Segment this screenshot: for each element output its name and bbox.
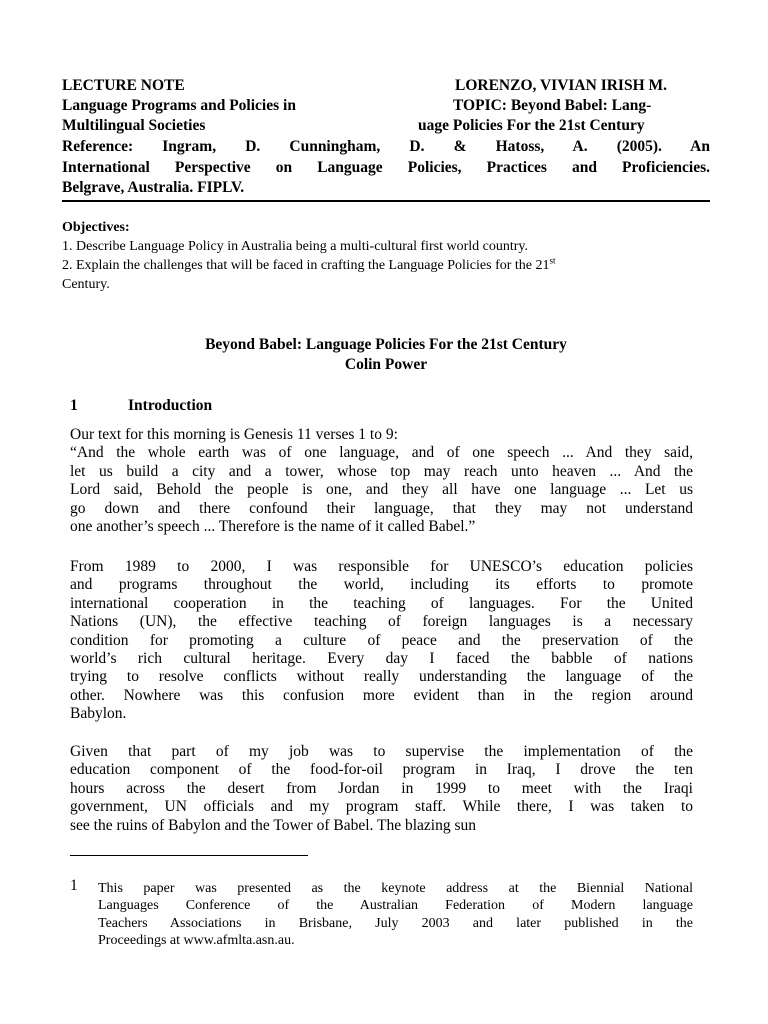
paragraph-line: Babylon. — [70, 705, 127, 723]
paragraph-1 — [70, 426, 693, 536]
footnote-number: 1 — [70, 877, 78, 894]
footnote-line: Teachers Associations in Brisbane, July 2003 and later published in the — [98, 915, 693, 931]
paragraph-line: “And the whole earth was of one language, and of one speech ... And they said, — [70, 444, 693, 462]
header-topic-line-1: TOPIC: Beyond Babel: Lang- — [453, 97, 652, 114]
objective-item-2-continuation: Century. — [62, 277, 110, 292]
header-course-line-2: Multilingual Societies — [62, 117, 206, 134]
reference-line: Belgrave, Australia. FIPLV. — [62, 179, 245, 196]
paragraph-line: and programs throughout the world, including its efforts to promote — [70, 576, 693, 594]
paragraph-2 — [70, 558, 693, 724]
paragraph-line: see the ruins of Babylon and the Tower of Babel. The blazing sun — [70, 816, 476, 834]
reference-line: International Perspective on Language Policies, Practices and Proficiencies. — [62, 158, 710, 176]
reference-block — [62, 137, 710, 199]
paper-title: Beyond Babel: Language Policies For the 21st Century — [205, 336, 567, 353]
header-divider — [62, 200, 710, 202]
paragraph-line: Our text for this morning is Genesis 11 verses 1 to 9: — [70, 426, 398, 443]
footnote-text — [98, 880, 693, 949]
objective-item-2-superscript: st — [549, 255, 556, 266]
footnote-line: Languages Conference of the Australian Federation of Modern language — [98, 898, 693, 914]
objectives-block — [62, 218, 710, 294]
header-lecture-note: LECTURE NOTE — [62, 77, 185, 94]
paragraph-line: trying to resolve conflicts without really understanding the language of the — [70, 668, 693, 686]
header-topic-line-2: uage Policies For the 21st Century — [418, 117, 645, 134]
header-author-name: LORENZO, VIVIAN IRISH M. — [455, 77, 668, 94]
paragraph-line: From 1989 to 2000, I was responsible for UNESCO’s education policies — [70, 558, 693, 575]
paragraph-line: government, UN officials and my program staff. While there, I was taken to — [70, 798, 693, 816]
objective-item-2 — [62, 256, 710, 275]
objective-item-2-text: 2. Explain the challenges that will be faced in crafting the Language Policies for the 21 — [62, 258, 550, 273]
paper-author: Colin Power — [344, 356, 428, 373]
header-course-line-1: Language Programs and Policies in — [62, 97, 296, 114]
paragraph-line: international cooperation in the teaching of languages. For the United — [70, 594, 693, 612]
paragraph-line: let us build a city and a tower, whose top may reach unto heaven ... And the — [70, 462, 693, 480]
reference-line: Reference: Ingram, D. Cunningham, D. & Hatoss, A. (2005). An — [62, 138, 710, 155]
footnote-line: Proceedings at www.afmlta.asn.au. — [98, 932, 295, 948]
footnote-divider — [70, 855, 308, 856]
section-title: Introduction — [128, 397, 213, 414]
footnote-line: This paper was presented as the keynote address at the Biennial National — [98, 881, 693, 896]
objectives-title: Objectives: — [62, 220, 130, 235]
paragraph-line: one another’s speech ... Therefore is the name of it called Babel.” — [70, 518, 476, 536]
paragraph-3 — [70, 743, 693, 835]
paragraph-line: Given that part of my job was to supervise the implementation of the — [70, 743, 693, 760]
section-number: 1 — [70, 397, 78, 414]
paragraph-line: other. Nowhere was this confusion more evident than in the region around — [70, 686, 693, 704]
section-heading — [70, 397, 212, 415]
paragraph-line: hours across the desert from Jordan in 1999 to meet with the Iraqi — [70, 779, 693, 797]
objective-item-1: 1. Describe Language Policy in Australia being a multi-cultural first world country. — [62, 239, 529, 254]
paragraph-line: Nations (UN), the effective teaching of foreign languages is a necessary — [70, 613, 693, 631]
paragraph-line: go down and there confound their language, that they may not understand — [70, 499, 693, 517]
paragraph-line: condition for promoting a culture of peace and the preservation of the — [70, 631, 693, 649]
paragraph-line: education component of the food-for-oil program in Iraq, I drove the ten — [70, 761, 693, 779]
paragraph-line: Lord said, Behold the people is one, and they all have one language ... Let us — [70, 481, 693, 499]
paragraph-line: world’s rich cultural heritage. Every day I faced the babble of nations — [70, 650, 693, 668]
